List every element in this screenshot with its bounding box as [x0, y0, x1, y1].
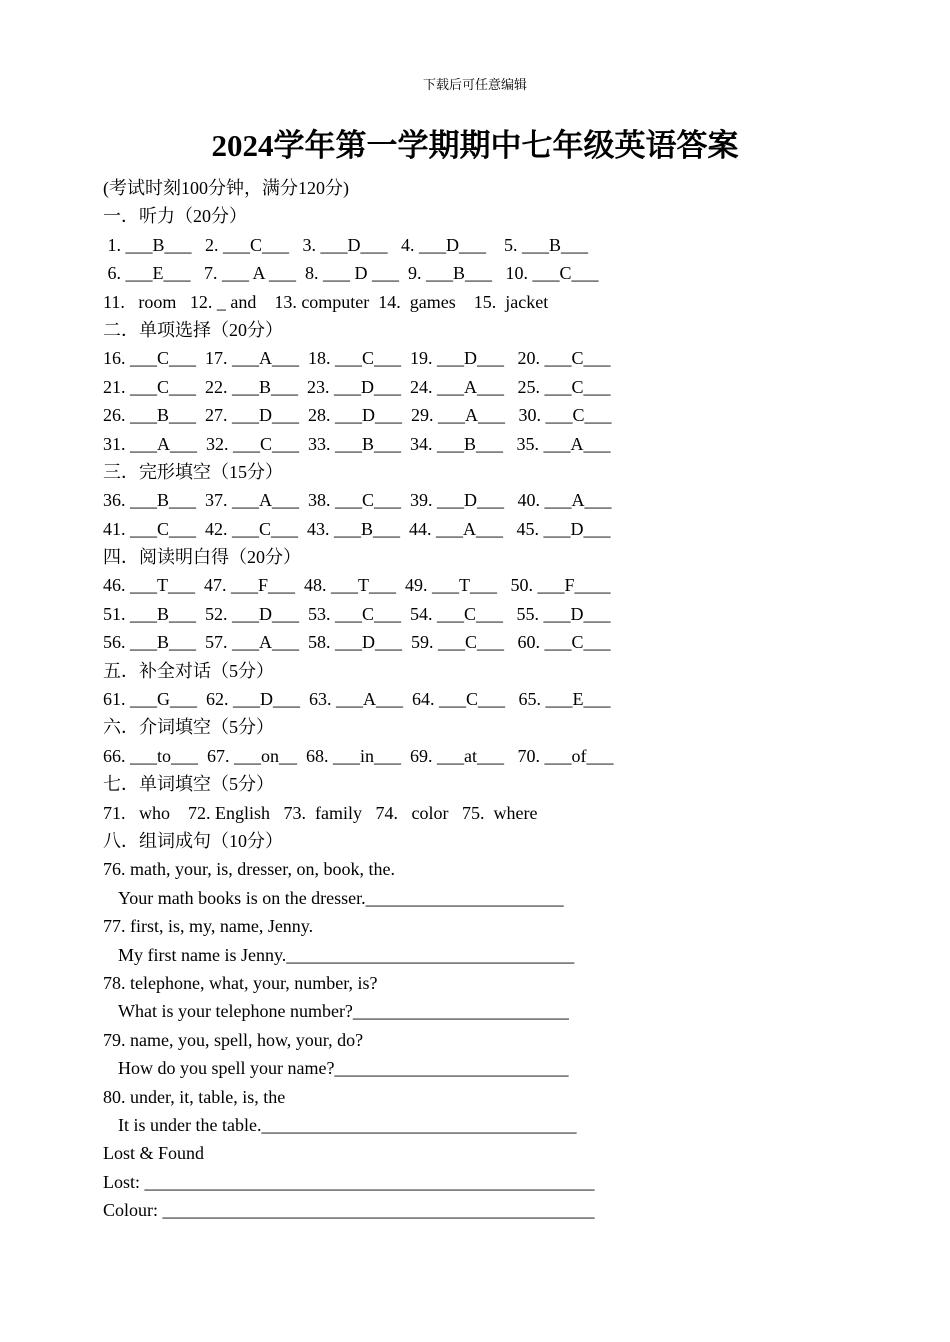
exam-info: (考试时刻100分钟，满分120分)	[103, 178, 349, 198]
answer-row: 21. ___C___ 22. ___B___ 23. ___D___ 24. ___A___ 25. ___C___	[103, 376, 611, 397]
answer-row: 31. ___A___ 32. ___C___ 33. ___B___ 34. ___B___ 35. ___A___	[103, 433, 611, 454]
question-words: 80. under, it, table, is, the	[103, 1086, 286, 1107]
question-words: 79. name, you, spell, how, your, do?	[103, 1029, 364, 1050]
section-heading: 三．完形填空（15分）	[103, 461, 283, 482]
answer-sentence: How do you spell your name?__________________________	[118, 1058, 569, 1079]
section-heading: 二．单项选择（20分）	[103, 319, 283, 340]
question-words: 78. telephone, what, your, number, is?	[103, 972, 378, 993]
answer-sentence: It is under the table.___________________________________	[118, 1114, 577, 1135]
answer-row: 36. ___B___ 37. ___A___ 38. ___C___ 39. ___D___ 40. ___A___	[103, 490, 612, 511]
answer-sentence: My first name is Jenny.________________________________	[118, 944, 575, 965]
answer-content	[103, 174, 663, 1224]
section-heading: 五．补全对话（5分）	[103, 660, 274, 681]
answer-sentence: Your math books is on the dresser.______________________	[118, 887, 564, 908]
section-heading: 七．单词填空（5分）	[103, 774, 274, 795]
answer-row: 26. ___B___ 27. ___D___ 28. ___D___ 29. ___A___ 30. ___C___	[103, 405, 612, 426]
answer-sentence: What is your telephone number?________________________	[118, 1001, 569, 1022]
page-header: 下载后可任意编辑	[422, 77, 527, 92]
section-heading: 八．组词成句（10分）	[103, 830, 283, 851]
answer-row: 71. who 72. English 73. family 74. color 75. where	[103, 802, 538, 823]
answer-row: 56. ___B___ 57. ___A___ 58. ___D___ 59. ___C___ 60. ___C___	[103, 632, 611, 653]
answer-row: 6. ___E___ 7. ___ A ___ 8. ___ D ___ 9. ___B___ 10. ___C___	[103, 263, 599, 284]
section-heading: 四．阅读明白得（20分）	[103, 547, 301, 568]
lost-line: Lost: __________________________________________________	[103, 1171, 595, 1192]
question-words: 76. math, your, is, dresser, on, book, the.	[103, 859, 396, 880]
answer-row: 16. ___C___ 17. ___A___ 18. ___C___ 19. ___D___ 20. ___C___	[103, 348, 611, 369]
answer-row: 1. ___B___ 2. ___C___ 3. ___D___ 4. ___D___ 5. ___B___	[103, 234, 589, 255]
colour-line: Colour: ________________________________________________	[103, 1200, 595, 1221]
section-heading: 六．介词填空（5分）	[103, 717, 274, 738]
answer-row: 46. ___T___ 47. ___F___ 48. ___T___ 49. ___T___ 50. ___F____	[103, 575, 611, 596]
page-title: 2024学年第一学期期中七年级英语答案	[211, 128, 739, 163]
answer-row: 51. ___B___ 52. ___D___ 53. ___C___ 54. ___C___ 55. ___D___	[103, 603, 611, 624]
question-words: 77. first, is, my, name, Jenny.	[103, 916, 314, 937]
lost-found-heading: Lost & Found	[103, 1143, 205, 1164]
answer-row: 11. room 12. _ and 13. computer 14. games 15. jacket	[103, 291, 549, 312]
answer-row: 66. ___to___ 67. ___on__ 68. ___in___ 69. ___at___ 70. ___of___	[103, 745, 614, 766]
answer-row: 61. ___G___ 62. ___D___ 63. ___A___ 64. ___C___ 65. ___E___	[103, 689, 611, 710]
answer-row: 41. ___C___ 42. ___C___ 43. ___B___ 44. ___A___ 45. ___D___	[103, 518, 611, 539]
section-heading: 一．听力（20分）	[103, 206, 247, 227]
